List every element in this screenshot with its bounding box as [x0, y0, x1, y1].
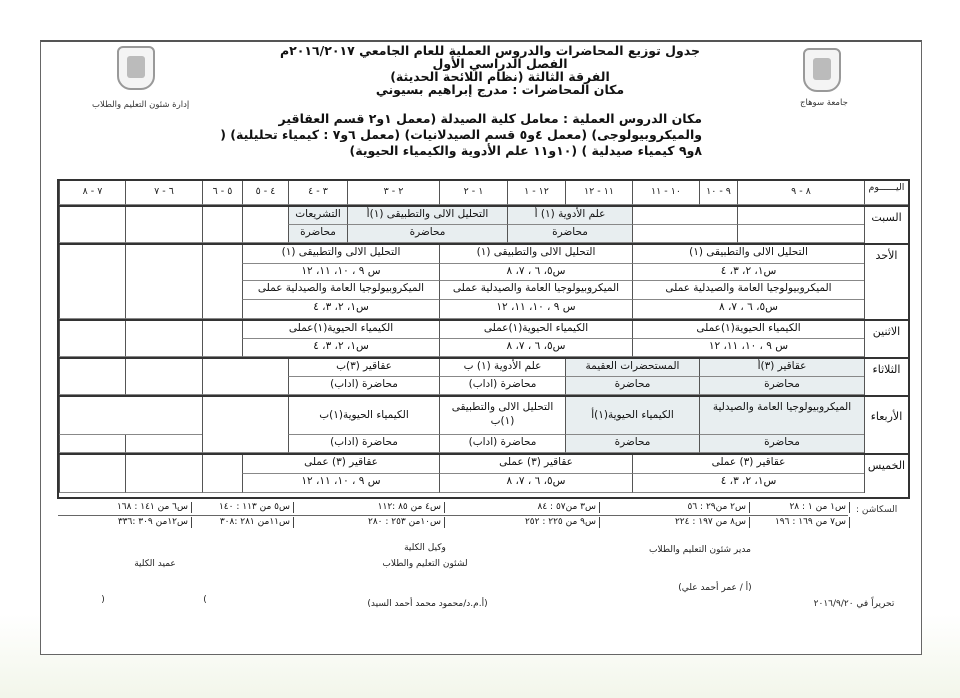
time-slot-header: ٥ - ٦: [202, 181, 242, 205]
section-range: س٨ من ١٩٧ : ٢٢٤: [675, 517, 750, 528]
empty-cell: [202, 359, 288, 395]
date-note: تحريراً في ٢٠١٦/٩/٢٠: [813, 599, 895, 609]
empty-cell: [59, 359, 125, 395]
schedule-entry-detail: س ٩ ، ١٠، ١١، ١٢: [632, 339, 864, 357]
schedule-entry-detail: محاضرة: [699, 435, 864, 453]
sections-divider: [58, 515, 848, 516]
empty-cell: [59, 321, 125, 357]
practical-location: مكان الدروس العملية : معامل كلية الصيدلة (معمل ١و٢ قسم العقاقير والميكروبيولوجى) (معمل ٤و٥ قسم الصيدلانيات) (معمل ٦و٧ : كيمياء تحليلية) ( ٨و٩ كيمياء صيدلية ) (١٠و١١ علم الأدوية والكيمياء الحيوية): [220, 111, 702, 158]
schedule-entry-detail: س٥، ٦ ، ٧، ٨: [439, 474, 632, 493]
schedule-entry-course: عقاقير (٣)ب: [288, 359, 439, 377]
empty-cell: [59, 207, 125, 243]
section-range: س٧ من ١٦٩ : ١٩٦: [775, 517, 850, 528]
schedule-entry-detail: س١، ٢، ٣، ٤: [632, 474, 864, 493]
time-slot-header: ٧ - ٨: [59, 181, 125, 205]
schedule-entry-detail: س٥، ٦ ، ٧، ٨: [439, 264, 632, 281]
time-slot-header: ١٠ - ١١: [632, 181, 699, 205]
schedule-table: [57, 179, 910, 499]
schedule-entry-course: التحليل الالى والتطبيقى (١): [242, 245, 439, 264]
time-slot-header: ١٢ - ١: [507, 181, 565, 205]
vice-dean-title: وكيل الكلية: [404, 543, 446, 553]
day-monday: الاثنين: [864, 321, 908, 357]
time-slot-header: ١١ - ١٢: [565, 181, 632, 205]
empty-cell: [59, 435, 125, 453]
schedule-entry-course: علم الأدوية (١) ب: [439, 359, 565, 377]
schedule-entry-course: التحليل الالى والتطبيقى (١): [632, 245, 864, 264]
empty-cell: [59, 397, 202, 435]
day-wednesday: الأربعاء: [864, 397, 908, 453]
schedule-entry-course: التحليل الالى والتطبيقى (١): [439, 245, 632, 264]
schedule-entry-course: علم الأدوية (١) أ: [507, 207, 632, 225]
schedule-entry-detail: س ٩ ، ١٠، ١١، ١٢: [242, 474, 439, 493]
time-slot-header: ٨ - ٩: [737, 181, 864, 205]
day-sunday: الأحد: [864, 245, 908, 319]
department-name: إدارة شئون التعليم والطلاب: [92, 100, 190, 110]
section-range: س١٠من ٢٥٣ : ٢٨٠: [368, 517, 445, 528]
day-thursday: الخميس: [864, 455, 908, 493]
empty-cell: [202, 397, 288, 453]
schedule-entry-course: عقاقير (٣) عملى: [632, 455, 864, 474]
empty-cell: [125, 435, 202, 453]
day-header: اليــــــوم: [864, 181, 908, 205]
schedule-entry-course: التحليل الالى والتطبيقى (١)ب: [439, 397, 565, 435]
schedule-entry-detail: س ٩ ، ١٠، ١١، ١٢: [439, 300, 632, 319]
time-slot-header: ١ - ٢: [439, 181, 507, 205]
empty-cell: [125, 245, 202, 319]
schedule-entry-detail: س١، ٢، ٣، ٤: [242, 300, 439, 319]
schedule-entry-course: الكيمياء الحيوية(١)عملى: [242, 321, 439, 339]
schedule-entry-detail: س١، ٢، ٣، ٤: [242, 339, 439, 357]
section-range: س٩ من ٢٢٥ : ٢٥٢: [525, 517, 600, 528]
time-slot-header: ٢ - ٣: [347, 181, 439, 205]
schedule-entry-course: التشريعات: [288, 207, 347, 225]
section-range: س١٢من ٣٠٩ :٣٣٦: [118, 517, 192, 528]
schedule-entry-detail: محاضرة: [347, 225, 507, 243]
schedule-entry-detail: س٥، ٦ ، ٧، ٨: [439, 339, 632, 357]
dean-name-close: ): [203, 595, 207, 605]
schedule-entry-detail: محاضرة (اداب): [439, 435, 565, 453]
sohag-university-logo-icon: [803, 48, 841, 92]
schedule-entry-detail: محاضرة: [565, 435, 699, 453]
schedule-entry-course: الميكروبيولوجيا العامة والصيدلية عملى: [439, 281, 632, 300]
day-tuesday: الثلاثاء: [864, 359, 908, 395]
schedule-entry-course: الكيمياء الحيوية(١)عملى: [439, 321, 632, 339]
title-line: الفصل الدراسي الأول: [432, 56, 568, 71]
schedule-entry-course: الميكروبيولوجيا العامة والصيدلية عملى: [242, 281, 439, 300]
section-range: س١١من ٢٨١ :٣٠٨: [220, 517, 294, 528]
empty-cell: [242, 207, 288, 243]
schedule-entry-detail: س١، ٢، ٣، ٤: [632, 264, 864, 281]
empty-cell: [202, 207, 242, 243]
time-slot-header: ٩ - ١٠: [699, 181, 737, 205]
time-slot-header: ٤ - ٥: [242, 181, 288, 205]
schedule-entry-course: عقاقير (٣) عملى: [439, 455, 632, 474]
schedule-entry-course: الكيمياء الحيوية(١)ب: [288, 397, 439, 435]
time-slot-header: ٦ - ٧: [125, 181, 202, 205]
schedule-entry-course: المستحضرات العقيمة: [565, 359, 699, 377]
schedule-entry-course: عقاقير (٣)أ: [699, 359, 864, 377]
title-line: الفرقة الثالثة (نظام اللائحة الحديثة): [390, 69, 610, 84]
schedule-entry-course: عقاقير (٣) عملى: [242, 455, 439, 474]
schedule-entry-course: التحليل الالى والتطبيقى (١)أ: [347, 207, 507, 225]
schedule-entry-detail: محاضرة: [507, 225, 632, 243]
empty-cell: [125, 455, 202, 493]
day-saturday: السبت: [864, 207, 908, 243]
dean-title: عميد الكلية: [134, 559, 176, 569]
title-line: جدول توزيع المحاضرات والدروس العملية للعام الجامعي ٢٠١٦/٢٠١٧م: [279, 43, 700, 58]
schedule-entry-detail: محاضرة: [288, 225, 347, 243]
empty-cell: [125, 207, 202, 243]
empty-cell: [632, 225, 737, 243]
empty-cell: [59, 245, 125, 319]
empty-cell: [737, 225, 864, 243]
schedule-entry-course: الميكروبيولوجيا العامة والصيدلية: [699, 397, 864, 435]
university-name: جامعة سوهاج: [800, 98, 848, 108]
empty-cell: [737, 207, 864, 225]
schedule-entry-detail: محاضرة (اداب): [288, 435, 439, 453]
director-title: مدير شئون التعليم والطلاب: [649, 545, 751, 555]
empty-cell: [125, 321, 202, 357]
empty-cell: [202, 455, 242, 493]
schedule-entry-detail: س ٩ ، ١٠، ١١، ١٢: [242, 264, 439, 281]
schedule-entry-course: الكيمياء الحيوية(١)أ: [565, 397, 699, 435]
schedule-entry-detail: محاضرة (اداب): [288, 377, 439, 395]
schedule-entry-course: الكيمياء الحيوية(١)عملى: [632, 321, 864, 339]
empty-cell: [202, 245, 242, 319]
empty-cell: [59, 455, 125, 493]
empty-cell: [202, 321, 242, 357]
empty-cell: [125, 359, 202, 395]
sections-label: السكاشن :: [856, 505, 898, 515]
faculty-logo-icon: [117, 46, 155, 90]
section-range: س٣ من٥٧ : ٨٤: [538, 502, 601, 513]
empty-cell: [632, 207, 737, 225]
section-range: س٤ من ٨٥ :١١٢: [378, 502, 445, 513]
schedule-entry-detail: محاضرة (اداب): [439, 377, 565, 395]
schedule-entry-course: الميكروبيولوجيا العامة والصيدلية عملى: [632, 281, 864, 300]
schedule-entry-detail: محاضرة: [699, 377, 864, 395]
schedule-entry-detail: س٥، ٦ ، ٧، ٨: [632, 300, 864, 319]
section-range: س٦ من ١٤١ : ١٦٨: [117, 502, 192, 513]
schedule-entry-detail: محاضرة: [565, 377, 699, 395]
vice-dean-name: (أ.م.د/محمود محمد أحمد السيد): [367, 599, 488, 609]
time-slot-header: ٣ - ٤: [288, 181, 347, 205]
section-range: س٢ من٢٩ : ٥٦: [688, 502, 751, 513]
section-range: س٥ من ١١٣ : ١٤٠: [219, 502, 294, 513]
document-title: [279, 43, 700, 97]
title-line: مكان المحاضرات : مدرج إبراهيم بسيوني: [375, 82, 625, 97]
vice-dean-subtitle: لشئون التعليم والطلاب: [382, 559, 468, 569]
director-name: (أ / عمر أحمد علي): [678, 583, 752, 593]
dean-name-open: (: [101, 595, 105, 605]
section-range: س١ من ١ : ٢٨: [789, 502, 850, 513]
